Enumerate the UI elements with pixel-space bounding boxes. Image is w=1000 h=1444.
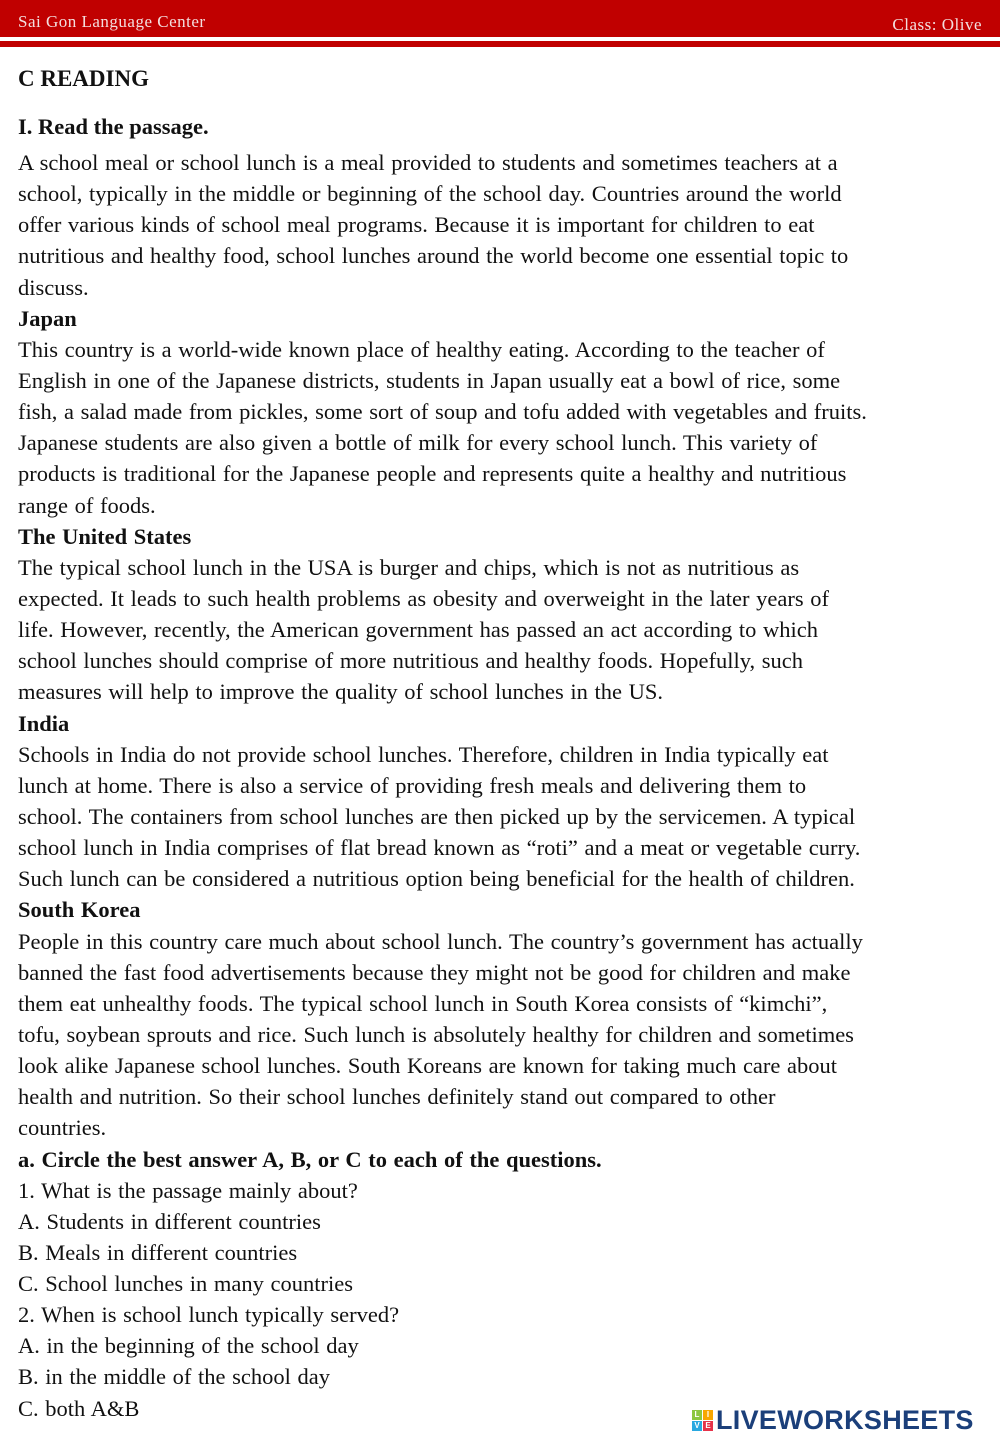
- heading: India: [18, 710, 70, 736]
- text-line: People in this country care much about school lunch. The country’s government has actually: [18, 928, 863, 954]
- text-line: This country is a world-wide known place of healthy eating. According to the teacher of: [18, 336, 825, 362]
- text-line: Such lunch can be considered a nutritious option being beneficial for the health of children.: [18, 866, 855, 892]
- logo-tile: V: [692, 1421, 702, 1431]
- header-underline: [0, 41, 1000, 47]
- reading-passage: [18, 147, 988, 1424]
- text-line: fish, a salad made from pickles, some sort of soup and tofu added with vegetables and fruits.: [18, 399, 867, 425]
- text-line: C. both A&B: [18, 1395, 140, 1421]
- text-line: tofu, soybean sprouts and rice. Such lunch is absolutely healthy for children and sometimes: [18, 1021, 854, 1047]
- text-line: banned the fast food advertisements because they might not be good for children and make: [18, 959, 851, 985]
- logo-tile: L: [692, 1410, 702, 1420]
- logo-text: LIVEWORKSHEETS: [716, 1405, 974, 1435]
- text-line: health and nutrition. So their school lunches definitely stand out compared to other: [18, 1084, 776, 1110]
- text-line: The typical school lunch in the USA is burger and chips, which is not as nutritious as: [18, 554, 800, 580]
- header-bar: [0, 0, 1000, 37]
- text-line: range of foods.: [18, 492, 156, 518]
- text-line: school, typically in the middle or beginning of the school day. Countries around the world: [18, 181, 842, 207]
- text-line: measures will help to improve the quality of school lunches in the US.: [18, 679, 664, 705]
- text-line: lunch at home. There is also a service of providing fresh meals and delivering them to: [18, 772, 807, 798]
- text-line: B. in the middle of the school day: [18, 1364, 330, 1390]
- text-line: 1. What is the passage mainly about?: [18, 1177, 358, 1203]
- text-line: expected. It leads to such health problems as obesity and overweight in the later years of: [18, 585, 829, 611]
- logo-tiles-icon: [692, 1410, 713, 1431]
- text-line: 2. When is school lunch typically served?: [18, 1302, 400, 1328]
- heading: The United States: [18, 523, 192, 549]
- text-line: A school meal or school lunch is a meal provided to students and sometimes teachers at a: [18, 150, 838, 175]
- text-line: discuss.: [18, 274, 89, 300]
- text-line: life. However, recently, the American government has passed an act according to which: [18, 617, 818, 643]
- class-label: Class: Olive: [892, 15, 982, 34]
- text-line: Japanese students are also given a bottle of milk for every school lunch. This variety of: [18, 430, 818, 456]
- text-line: look alike Japanese school lunches. South Koreans are known for taking much care about: [18, 1053, 838, 1079]
- text-line: school lunch in India comprises of flat bread known as “roti” and a meat or vegetable curry.: [18, 835, 861, 861]
- task-title: I. Read the passage.: [18, 114, 209, 139]
- text-line: B. Meals in different countries: [18, 1239, 298, 1265]
- heading: a. Circle the best answer A, B, or C to each of the questions.: [18, 1146, 602, 1172]
- text-line: C. School lunches in many countries: [18, 1271, 353, 1297]
- heading: Japan: [18, 305, 77, 331]
- text-line: products is traditional for the Japanese people and represents quite a healthy and nutritious: [18, 461, 847, 487]
- text-line: school lunches should comprise of more nutritious and healthy foods. Hopefully, such: [18, 648, 804, 674]
- logo-tile: I: [703, 1410, 713, 1420]
- center-name: Sai Gon Language Center: [18, 12, 206, 31]
- text-line: school. The containers from school lunches are then picked up by the servicemen. A typical: [18, 803, 856, 829]
- logo-tile: E: [703, 1421, 713, 1431]
- text-line: nutritious and healthy food, school lunches around the world become one essential topic to: [18, 243, 849, 269]
- text-line: A. in the beginning of the school day: [18, 1333, 359, 1359]
- text-line: A. Students in different countries: [18, 1208, 321, 1234]
- section-title: C READING: [18, 66, 149, 91]
- text-line: English in one of the Japanese districts, students in Japan usually eat a bowl of rice, some: [18, 367, 841, 393]
- text-line: them eat unhealthy foods. The typical school lunch in South Korea consists of “kimchi”,: [18, 990, 828, 1016]
- text-line: countries.: [18, 1115, 107, 1141]
- liveworksheets-logo: [692, 1405, 974, 1436]
- text-line: Schools in India do not provide school lunches. Therefore, children in India typically eat: [18, 741, 829, 767]
- text-line: offer various kinds of school meal programs. Because it is important for children to eat: [18, 212, 815, 238]
- heading: South Korea: [18, 897, 141, 923]
